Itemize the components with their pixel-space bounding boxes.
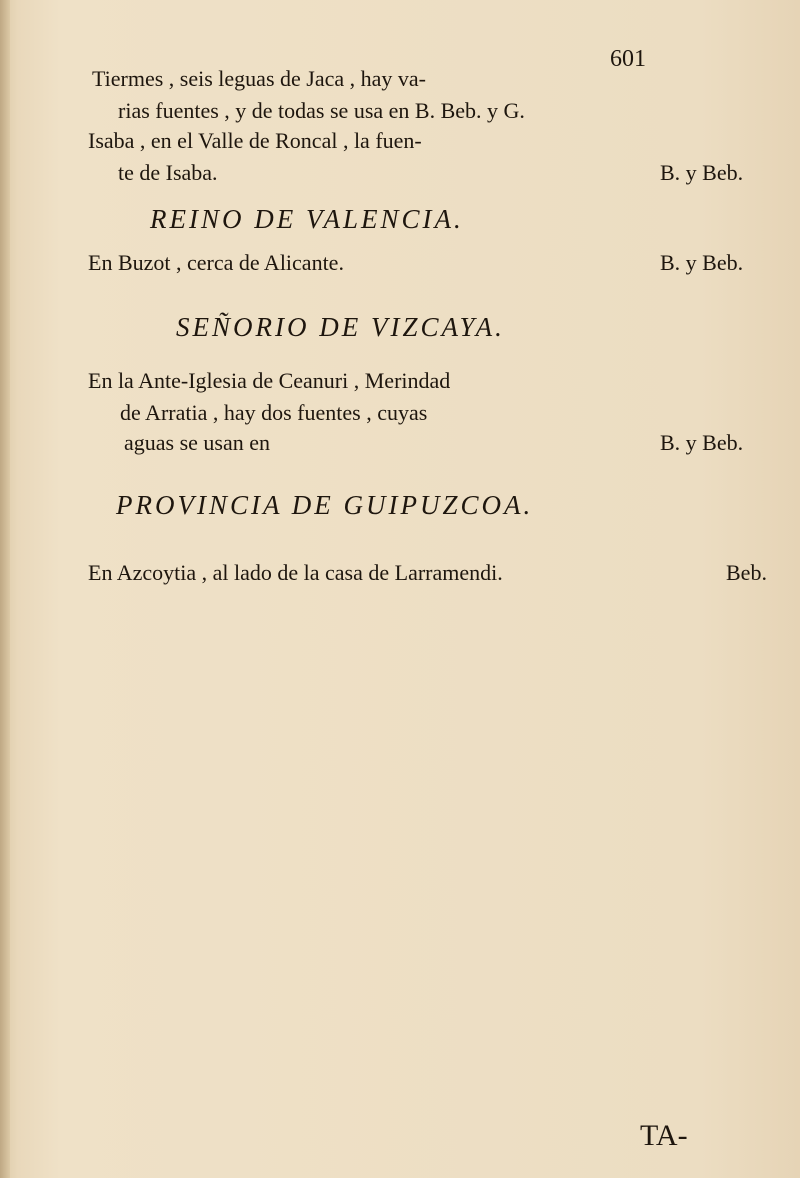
catchword: TA- <box>640 1119 688 1152</box>
text-line-right: Beb. <box>726 560 767 585</box>
page-number: 601 <box>610 46 646 72</box>
section-heading: SEÑORIO DE VIZCAYA. <box>176 312 505 342</box>
page-gutter-shadow <box>0 0 10 1178</box>
text-line-right: B. y Beb. <box>660 250 744 275</box>
section-heading: PROVINCIA DE GUIPUZCOA. <box>116 490 534 520</box>
text-line: En la Ante-Iglesia de Ceanuri , Merindad <box>88 368 451 393</box>
text-line: rias fuentes , y de todas se usa en B. Beb. y G. <box>118 98 525 123</box>
text-line-right: B. y Beb. <box>660 430 744 455</box>
text-line-right: B. y Beb. <box>660 160 744 185</box>
section-heading: REINO DE VALENCIA. <box>150 204 464 234</box>
text-line: te de Isaba. <box>118 160 218 185</box>
text-line: En Buzot , cerca de Alicante. <box>88 250 344 275</box>
text-line: En Azcoytia , al lado de la casa de Larramendi. <box>88 560 503 585</box>
text-line: Tiermes , seis leguas de Jaca , hay va- <box>92 66 426 91</box>
text-line: aguas se usan en <box>124 430 271 455</box>
text-line: de Arratia , hay dos fuentes , cuyas <box>120 400 428 425</box>
text-line: Isaba , en el Valle de Roncal , la fuen- <box>88 128 422 153</box>
